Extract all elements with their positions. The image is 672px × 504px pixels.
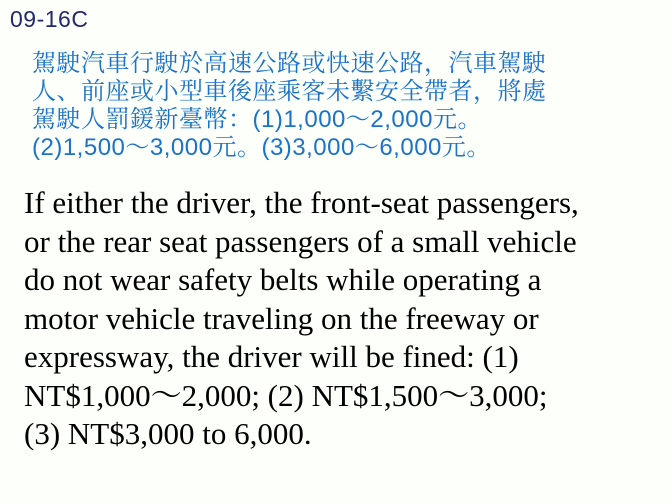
english-line-6: NT$1,000～2,000; (2) NT$1,500～3,000; (24, 377, 548, 413)
slide-title: 09-16C (10, 6, 89, 32)
english-line-4: motor vehicle traveling on the freeway or (24, 300, 539, 336)
english-translation-block (24, 184, 664, 454)
chinese-line-4: (2)1,500～3,000元。(3)3,000～6,000元。 (32, 134, 491, 161)
english-line-1: If either the driver, the front-seat passengers, (24, 185, 579, 220)
english-line-7: (3) NT$3,000 to 6,000. (24, 416, 312, 451)
chinese-annotation-block (32, 50, 652, 162)
chinese-line-1: 駕駛汽車行駛於高速公路或快速公路，汽車駕駛 (32, 50, 547, 77)
english-line-3: do not wear safety belts while operating a (24, 262, 542, 297)
chinese-line-3: 駕駛人罰鍰新臺幣：(1)1,000～2,000元。 (32, 106, 482, 133)
chinese-line-2: 人、前座或小型車後座乘客未繫安全帶者，將處 (32, 78, 547, 105)
english-line-2: or the rear seat passengers of a small vehicle (24, 223, 577, 259)
english-line-5: expressway, the driver will be fined: (1) (24, 339, 519, 374)
